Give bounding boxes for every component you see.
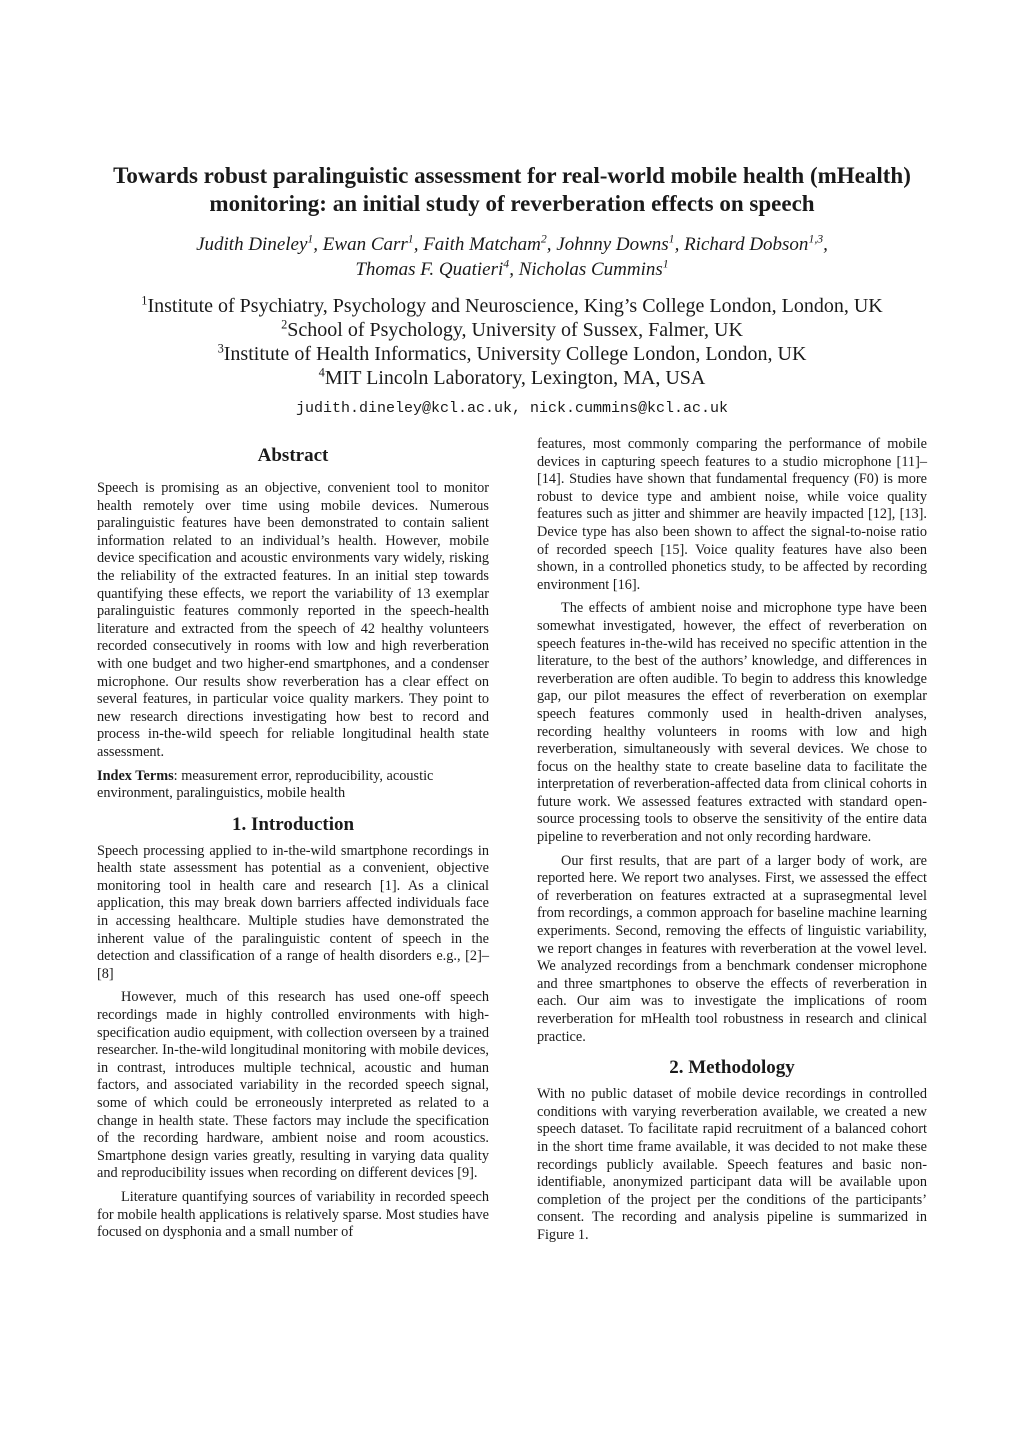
- methodology-paragraph: With no public dataset of mobile device recordings in controlled conditions with varying reverberation available, we created a new speech dataset. To facilitate rapid recruitment of a balanced cohort in the short time frame available, it was decided to not make these recordings publicly available. Speech features and basic non-identifiable, anonymized participant data will be available upon completion of the project per the conditions of the participants’ consent. The recording and analysis pipeline is summarized in Figure 1.: [537, 1086, 927, 1243]
- author: Richard Dobson$^{1,3}$,: [684, 232, 828, 255]
- methodology-heading: 2. Methodology: [669, 1057, 795, 1079]
- index-terms: [97, 768, 489, 803]
- author-emails[interactable]: judith.dineley@kcl.ac.uk, nick.cummins@kcl.ac.uk: [295, 400, 729, 417]
- abstract-text: Speech is promising as an objective, convenient tool to monitor health remotely over time using mobile devices. Numerous paralinguistic features have been demonstrated to contain salient information related to an individual’s health. However, mobile device specification and acoustic environments vary widely, risking the reliability of the extracted features. In an initial step towards quantifying these effects, we report the variability of 13 exemplar paralinguistic features commonly reported in the speech-health literature and extracted from the speech of 42 healthy volunteers recorded consecutively in rooms with low and high reverberation with one budget and two higher-end smartphones, and a condenser microphone. Our results show reverberation has a clear effect on several features, in particular voice quality markers. They point to new research directions investigating how best to record and process in-the-wild speech for reliable longitudinal health state assessment.: [97, 480, 489, 760]
- author: Faith Matcham$^2$,: [423, 232, 557, 255]
- affiliation: $^2$School of Psychology, University of Sussex, Falmer, UK: [281, 317, 743, 341]
- intro-paragraph: Speech processing applied to in-the-wild smartphone recordings in health state assessment has potential as a convenient, objective monitoring tool in health care and research [1]. As a clinical application, this may break down barriers affected individuals face in accessing healthcare. Multiple studies have demonstrated the inherent value of the paralinguistic content of speech in the detection and classification of a range of health disorders e.g., [2]–[8]: [97, 842, 489, 982]
- intro-paragraph: The effects of ambient noise and microphone type have been somewhat investigated, however, the effect of reverberation on speech features in-the-wild has received no specific attention in the literature, to the best of the authors’ knowledge, and differences in reverberation are often audible. To begin to address this knowledge gap, our pilot measures the effect of reverberation on exemplar speech features commonly used in health-driven analyses, recording healthy volunteers in rooms with low and high reverberation, simultaneously with several devices. We chose to focus on the healthy state to create baseline data to facilitate the interpretation of reverberation-affected data from clinical cohorts in future work. We assessed features extracted with standard open-source processing tools to observe the sensitivity of the entire data pipeline to reverberation and not only recording hardware.: [537, 600, 927, 846]
- author: Ewan Carr$^1$,: [322, 232, 424, 255]
- index-terms-label: Index Terms: [97, 767, 174, 784]
- affiliation: $^1$Institute of Psychiatry, Psychology and Neuroscience, King’s College London, London, UK: [141, 293, 883, 317]
- author: Thomas F. Quatieri$^4$,: [355, 257, 519, 280]
- author-list: [100, 232, 924, 282]
- intro-paragraph: Literature quantifying sources of variability in recorded speech for mobile health applications is relatively sparse. Most studies have focused on dysphonia and a small number of: [97, 1188, 489, 1241]
- author: Johnny Downs$^1$,: [556, 232, 685, 255]
- introduction-heading: 1. Introduction: [231, 813, 355, 835]
- index-terms-text: : measurement error, reproducibility, acoustic environment, paralinguistics, mobile health: [97, 767, 434, 802]
- right-column: [537, 436, 927, 1251]
- intro-paragraph: features, most commonly comparing the performance of mobile devices in capturing speech features to a studio microphone [11]–[14]. Studies have shown that fundamental frequency (F0) is more robust to device type and ambient noise, while voice quality features such as jitter and shimmer are heavily impacted [12], [13]. Device type has also been shown to affect the signal-to-noise ratio of recorded speech [15]. Voice quality features have also been shown, in a controlled phonetics study, to be affected by recording environment [16].: [537, 436, 927, 593]
- author: Judith Dineley$^1$,: [196, 232, 323, 255]
- affiliation-list: [60, 294, 964, 390]
- affiliation: $^4$MIT Lincoln Laboratory, Lexington, MA, USA: [318, 365, 706, 389]
- intro-paragraph: However, much of this research has used one-off speech recordings made in highly controlled environments with high-specification audio equipment, with collection overseen by a trained researcher. In-the-wild longitudinal monitoring with mobile devices, in contrast, introduces multiple technical, acoustic and human factors, and associated variability in the recorded speech signal, some of which could be erroneously interpreted as related to a change in health state. These factors may include the specification of the recording hardware, ambient noise and room acoustics. Smartphone design varies greatly, resulting in varying data quality and reproducibility issues when recording on different devices [9].: [97, 989, 489, 1182]
- intro-paragraph: Our first results, that are part of a larger body of work, are reported here. We report two analyses. First, we assessed the effect of reverberation on features extracted at a suprasegmental level from recordings, a common approach for baseline machine learning experiments. Second, removing the effects of linguistic variability, we report changes in features with reverberation at the vowel level. We analyzed recordings from a benchmark condenser microphone and three smartphones to observe the effects of reverberation in each. Our aim was to investigate the implications of room reverberation for mHealth tool robustness in research and clinical practice.: [537, 852, 927, 1045]
- affiliation: $^3$Institute of Health Informatics, University College London, London, UK: [217, 341, 807, 365]
- author: Nicholas Cummins$^1$: [518, 257, 669, 280]
- paper-title: Towards robust paralinguistic assessment for real-world mobile health (mHealth) monitoring: an initial study of reverberation effects on speech: [113, 163, 911, 216]
- left-column: [97, 444, 489, 1248]
- abstract-heading: Abstract: [257, 445, 329, 466]
